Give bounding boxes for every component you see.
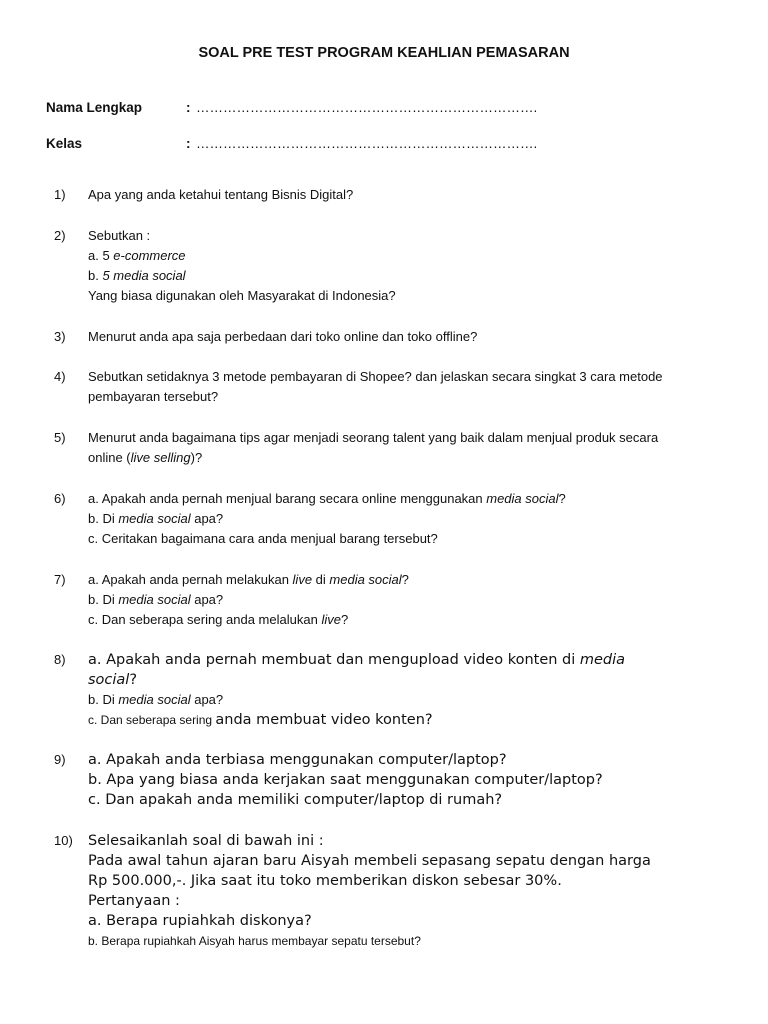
option-text: c. Dan seberapa sering anda melalukan bbox=[88, 612, 322, 627]
field-label: Kelas bbox=[46, 136, 83, 151]
option-text: c. Dan seberapa sering bbox=[88, 713, 216, 727]
question-text: Menurut anda bagaimana tips agar menjadi seorang talent yang baik dalam menjual produk secara bbox=[88, 430, 659, 445]
question-6 bbox=[54, 489, 714, 549]
option-text: a. 5 bbox=[88, 248, 114, 263]
field-nama-lengkap bbox=[46, 100, 537, 115]
option-b bbox=[88, 509, 714, 529]
option-text: ? bbox=[340, 612, 349, 627]
option-b: b. Berapa rupiahkah Aisyah harus membayar sepatu tersebut? bbox=[88, 934, 421, 948]
question-1 bbox=[54, 185, 714, 205]
option-c bbox=[88, 610, 714, 630]
option-a bbox=[88, 650, 714, 670]
option-text: ? bbox=[558, 491, 566, 506]
question-7 bbox=[54, 570, 714, 630]
question-4 bbox=[54, 367, 714, 407]
option-c bbox=[88, 710, 714, 730]
option-text: apa? bbox=[190, 592, 224, 607]
option-text: b. Di bbox=[88, 592, 119, 607]
question-2 bbox=[54, 226, 714, 306]
option-text: ? bbox=[129, 672, 138, 688]
question-text: Menurut anda apa saja perbedaan dari toko online dan toko offline? bbox=[88, 329, 478, 344]
option-emphasis: media social bbox=[118, 592, 191, 607]
question-number: 2) bbox=[54, 228, 66, 243]
question-text: Sebutkan setidaknya 3 metode pembayaran di Shopee? dan jelaskan secara singkat 3 cara metode bbox=[88, 369, 663, 384]
question-text: pembayaran tersebut? bbox=[88, 389, 219, 404]
option-b bbox=[88, 690, 714, 710]
option-emphasis: live bbox=[292, 572, 313, 587]
field-kelas bbox=[46, 136, 537, 151]
question-3 bbox=[54, 327, 714, 347]
question-number: 8) bbox=[54, 652, 66, 667]
field-label: Nama Lengkap bbox=[46, 100, 143, 115]
option-emphasis: media social bbox=[486, 491, 559, 506]
question-text: Apa yang anda ketahui tentang Bisnis Digital? bbox=[88, 187, 354, 202]
question-number: 5) bbox=[54, 430, 66, 445]
question-5 bbox=[54, 428, 714, 468]
option-text: ? bbox=[401, 572, 409, 587]
option-a bbox=[88, 489, 714, 509]
question-number: 9) bbox=[54, 752, 66, 767]
question-text: Pertanyaan : bbox=[88, 893, 180, 909]
text-emphasis: live selling bbox=[130, 450, 191, 465]
option-text: a. Apakah anda pernah menjual barang secara online menggunakan bbox=[88, 491, 487, 506]
option-c: c. Dan apakah anda memiliki computer/laptop di rumah? bbox=[88, 792, 503, 808]
question-number: 1) bbox=[54, 187, 66, 202]
option-emphasis: media social bbox=[118, 692, 191, 707]
question-number: 4) bbox=[54, 369, 66, 384]
option-emphasis: media social bbox=[329, 572, 402, 587]
question-text: Pada awal tahun ajaran baru Aisyah membeli sepasang sepatu dengan harga bbox=[88, 853, 651, 869]
option-emphasis: 5 media social bbox=[102, 268, 186, 283]
option-b bbox=[88, 590, 714, 610]
option-text: apa? bbox=[190, 692, 224, 707]
text-span: )? bbox=[190, 450, 203, 465]
question-text: Rp 500.000,-. Jika saat itu toko memberikan diskon sebesar 30%. bbox=[88, 873, 562, 889]
question-number: 7) bbox=[54, 572, 66, 587]
option-b bbox=[88, 266, 714, 286]
question-number: 3) bbox=[54, 329, 66, 344]
option-emphasis: live bbox=[321, 612, 341, 627]
page-title: SOAL PRE TEST PROGRAM KEAHLIAN PEMASARAN bbox=[198, 45, 570, 61]
question-outro: Yang biasa digunakan oleh Masyarakat di Indonesia? bbox=[88, 288, 396, 303]
option-text: b. Di bbox=[88, 511, 119, 526]
option-emphasis: media social bbox=[118, 511, 191, 526]
field-blank: …………………………………………………………………. bbox=[196, 100, 538, 115]
question-number: 10) bbox=[54, 833, 73, 848]
question-text bbox=[88, 448, 714, 468]
option-a-cont bbox=[88, 670, 714, 690]
option-b: b. Apa yang biasa anda kerjakan saat menggunakan computer/laptop? bbox=[88, 772, 603, 788]
question-intro: Selesaikanlah soal di bawah ini : bbox=[88, 833, 324, 849]
text-span: online ( bbox=[88, 450, 131, 465]
option-text: b. Di bbox=[88, 692, 119, 707]
option-emphasis: e-commerce bbox=[113, 248, 186, 263]
question-10 bbox=[54, 831, 714, 951]
option-text: a. Apakah anda pernah melakukan bbox=[88, 572, 293, 587]
field-colon: : bbox=[186, 100, 191, 115]
option-text: anda membuat video konten? bbox=[215, 712, 433, 728]
option-a bbox=[88, 570, 714, 590]
option-emphasis: social bbox=[88, 672, 130, 688]
question-number: 6) bbox=[54, 491, 66, 506]
field-blank: …………………………………………………………………. bbox=[196, 136, 538, 151]
question-9 bbox=[54, 750, 714, 810]
question-8 bbox=[54, 650, 714, 730]
option-text: apa? bbox=[190, 511, 224, 526]
option-text: b. bbox=[88, 268, 103, 283]
option-c: c. Ceritakan bagaimana cara anda menjual barang tersebut? bbox=[88, 531, 438, 546]
option-emphasis: media bbox=[579, 652, 626, 668]
option-a bbox=[88, 246, 714, 266]
question-intro: Sebutkan : bbox=[88, 228, 151, 243]
option-text: di bbox=[312, 572, 330, 587]
option-a: a. Berapa rupiahkah diskonya? bbox=[88, 913, 312, 929]
option-a: a. Apakah anda terbiasa menggunakan computer/laptop? bbox=[88, 752, 507, 768]
option-text: a. Apakah anda pernah membuat dan mengupload video konten di bbox=[88, 652, 580, 668]
field-colon: : bbox=[186, 136, 191, 151]
